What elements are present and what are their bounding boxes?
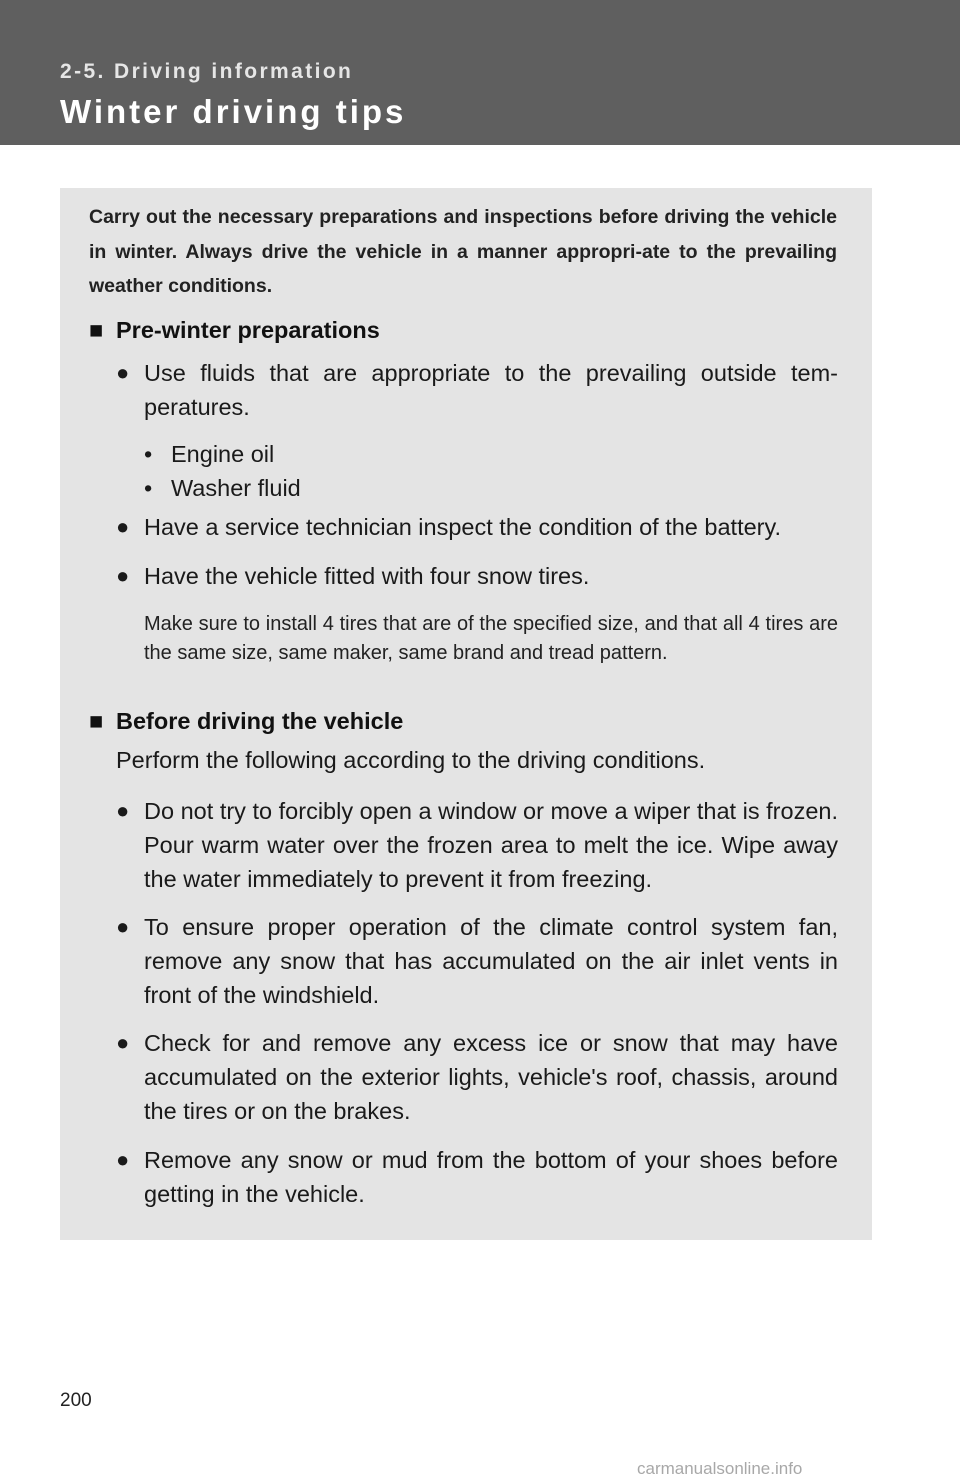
list-item-text: Do not try to forcibly open a window or move a wiper that is frozen. Pour warm water over the frozen area to melt the ice. Wipe away the water immediately to prevent it from freezing. — [144, 798, 838, 892]
list-item-text: Check for and remove any excess ice or snow that may have accumulated on the exterior lights, vehicle's roof, chassis, around the tires or on the brakes. — [144, 1030, 838, 1124]
list-item-text: Use fluids that are appropriate to the prevailing outside tem-peratures. — [144, 360, 838, 420]
section-label: 2-5. Driving information — [60, 60, 354, 83]
list-item — [116, 1026, 838, 1128]
list-item-text: Have the vehicle fitted with four snow tires. — [144, 563, 590, 589]
dot-bullet-icon: • — [144, 441, 153, 467]
circle-bullet-icon: ● — [116, 798, 130, 823]
list-item-text: Have a service technician inspect the condition of the battery. — [144, 514, 782, 540]
sub-list-item — [144, 471, 301, 505]
square-bullet-icon: ■ — [89, 708, 104, 734]
section-heading-before-driving — [89, 708, 403, 735]
circle-bullet-icon: ● — [116, 1147, 130, 1172]
circle-bullet-icon: ● — [116, 914, 130, 939]
dot-bullet-icon: • — [144, 475, 153, 501]
tire-note: Make sure to install 4 tires that are of the specified size, and that all 4 tires are the same size, same maker, same brand and tread pattern. — [144, 613, 838, 664]
circle-bullet-icon: ● — [116, 514, 130, 539]
list-item — [116, 794, 838, 896]
list-item — [116, 356, 838, 424]
page-title: Winter driving tips — [60, 93, 407, 130]
circle-bullet-icon: ● — [116, 563, 130, 588]
section-heading-pre-winter — [89, 317, 380, 344]
heading-text: Before driving the vehicle — [116, 708, 404, 734]
heading-text: Pre-winter preparations — [116, 317, 380, 343]
watermark: carmanualsonline.info — [637, 1459, 803, 1478]
circle-bullet-icon: ● — [116, 1030, 130, 1055]
section-intro: Perform the following according to the driving conditions. — [116, 747, 706, 773]
list-item-text: Remove any snow or mud from the bottom of your shoes before getting in the vehicle. — [144, 1147, 838, 1207]
square-bullet-icon: ■ — [89, 317, 104, 343]
header-bar — [0, 0, 960, 145]
list-item — [116, 559, 838, 593]
sub-list-item-text: Engine oil — [171, 441, 275, 467]
circle-bullet-icon: ● — [116, 360, 130, 385]
list-item — [116, 1143, 838, 1211]
intro-paragraph: Carry out the necessary preparations and inspections before driving the vehicle in winter. Always drive the vehicle in a manner appropri-ate to the prevailing weather conditions. — [89, 206, 837, 297]
sub-list-item — [144, 437, 274, 471]
list-item — [116, 910, 838, 1012]
list-item-text: To ensure proper operation of the climate control system fan, remove any snow that has accumulated on the air inlet vents in front of the windshield. — [144, 914, 838, 1008]
sub-list-item-text: Washer fluid — [171, 475, 301, 501]
page-number: 200 — [60, 1390, 92, 1411]
list-item — [116, 510, 838, 544]
